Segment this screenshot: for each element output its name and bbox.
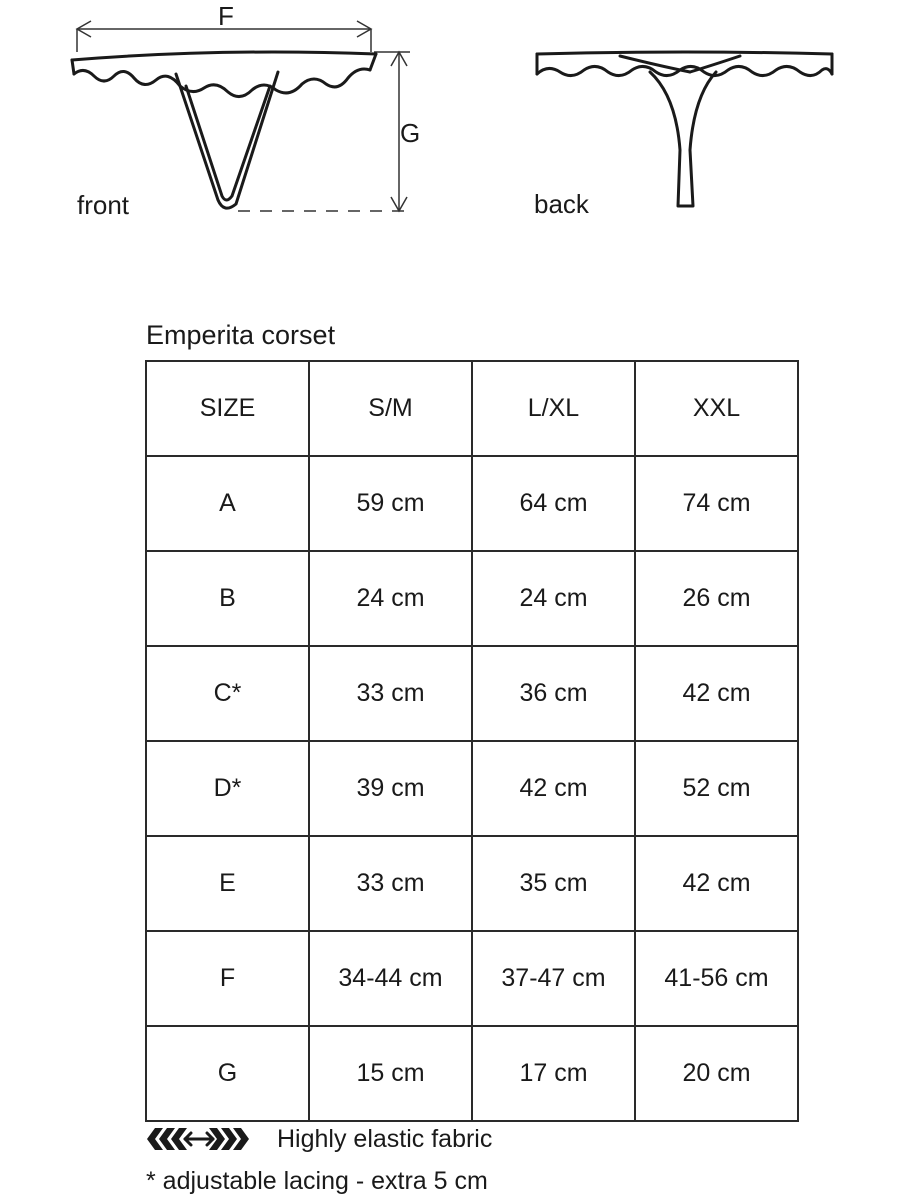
row-label-cell: F: [146, 931, 309, 1026]
table-cell: 34-44 cm: [309, 931, 472, 1026]
table-row: [146, 1026, 798, 1121]
table-cell: 59 cm: [309, 456, 472, 551]
table-cell: 37-47 cm: [472, 931, 635, 1026]
table-cell: 42 cm: [472, 741, 635, 836]
table-row: [146, 646, 798, 741]
front-view-label: front: [77, 190, 130, 220]
header-cell: SIZE: [146, 361, 309, 456]
table-title: Emperita corset: [146, 320, 336, 350]
table-row: [146, 456, 798, 551]
back-garment-outline: [537, 52, 832, 206]
footnote: * adjustable lacing - extra 5 cm: [146, 1167, 488, 1195]
row-label-cell: D*: [146, 741, 309, 836]
header-cell: XXL: [635, 361, 798, 456]
table-cell: 42 cm: [635, 646, 798, 741]
table-cell: 33 cm: [309, 646, 472, 741]
back-view-label: back: [534, 189, 589, 219]
front-garment-outline: [72, 52, 376, 208]
table-cell: 41-56 cm: [635, 931, 798, 1026]
dimension-f-label: F: [218, 1, 234, 31]
table-header-row: [146, 361, 798, 456]
row-label-cell: E: [146, 836, 309, 931]
row-label-cell: B: [146, 551, 309, 646]
table-cell: 26 cm: [635, 551, 798, 646]
garment-diagram: [0, 0, 901, 240]
legend: [145, 1123, 492, 1155]
elastic-fabric-arrows-icon: [145, 1126, 251, 1152]
table-cell: 74 cm: [635, 456, 798, 551]
header-cell: L/XL: [472, 361, 635, 456]
row-label-cell: C*: [146, 646, 309, 741]
table-cell: 52 cm: [635, 741, 798, 836]
table-row: [146, 836, 798, 931]
table-cell: 64 cm: [472, 456, 635, 551]
table-row: [146, 741, 798, 836]
header-cell: S/M: [309, 361, 472, 456]
dimension-g-label: G: [400, 118, 421, 148]
row-label-cell: G: [146, 1026, 309, 1121]
table-cell: 20 cm: [635, 1026, 798, 1121]
legend-text: Highly elastic fabric: [277, 1124, 493, 1153]
table-cell: 24 cm: [309, 551, 472, 646]
size-chart-table: [145, 360, 799, 1122]
row-label-cell: A: [146, 456, 309, 551]
table-row: [146, 551, 798, 646]
table-cell: 35 cm: [472, 836, 635, 931]
dimension-g-arrow: [238, 52, 410, 211]
table-cell: 17 cm: [472, 1026, 635, 1121]
table-cell: 42 cm: [635, 836, 798, 931]
table-cell: 33 cm: [309, 836, 472, 931]
table-cell: 15 cm: [309, 1026, 472, 1121]
table-row: [146, 931, 798, 1026]
table-cell: 36 cm: [472, 646, 635, 741]
table-cell: 39 cm: [309, 741, 472, 836]
thong-illustration: [0, 0, 901, 240]
table-cell: 24 cm: [472, 551, 635, 646]
